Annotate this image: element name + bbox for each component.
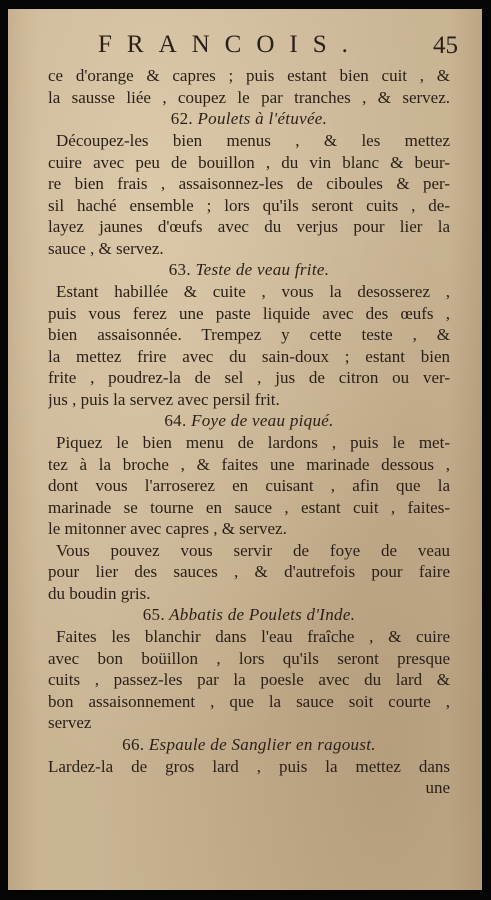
page-header: [48, 31, 458, 61]
text-line: marinade se tourne en sauce , estant cuit , faites-: [48, 497, 450, 517]
text-line: Estant habillée & cuite , vous la desosserez ,: [56, 282, 450, 301]
text-line: puis vous ferez une paste liquide avec des œufs ,: [48, 303, 450, 323]
text-line: sauce , & servez.: [48, 238, 164, 258]
recipe-heading-64: [48, 410, 450, 432]
text-line: bien assaisonnée. Trempez y cette teste , &: [48, 325, 450, 344]
text-line: du boudin gris.: [48, 583, 151, 603]
recipe-number: 62.: [170, 109, 193, 128]
text-line: jus , puis la servez avec persil frit.: [48, 389, 280, 409]
recipe-title: Foye de veau piqué.: [191, 411, 334, 430]
text-line: bon assaisonnement , que la sauce soit courte ,: [48, 691, 450, 711]
text-line: Vous pouvez vous servir de foye de veau: [56, 540, 450, 560]
recipe-title: Teste de veau frite.: [195, 260, 330, 279]
text-line: Faites les blanchir dans l'eau fraîche , & cuire: [56, 627, 450, 646]
catchword: une: [425, 778, 450, 797]
text-line: la sausse liée , coupez le par tranches , & servez.: [48, 87, 450, 107]
recipe-heading-65: [48, 604, 450, 626]
text-line: dont vous l'arroserez en cuisant , afin que la: [48, 476, 450, 495]
text-line: layez jaunes d'œufs avec du verjus pour lier la: [48, 217, 450, 236]
recipe-heading-66: [48, 734, 450, 756]
text-line: Lardez-la de gros lard , puis la mettez dans: [48, 756, 450, 776]
book-page: [8, 9, 482, 890]
text-line: servez: [48, 713, 92, 732]
recipe-title: Espaule de Sanglier en ragoust.: [148, 734, 376, 754]
text-line: re bien frais , assaisonnez-les de ciboules & per-: [48, 174, 450, 193]
text-line: sil haché ensemble ; lors qu'ils seront cuits , de-: [48, 195, 450, 215]
text-line: Découpez-les bien menus , & les mettez: [56, 131, 450, 150]
text-line: cuire avec peu de bouillon , du vin blanc & beur-: [48, 152, 450, 172]
page-text: [48, 65, 450, 799]
recipe-number: 66.: [122, 734, 145, 754]
recipe-number: 65.: [142, 605, 165, 624]
page-number: 45: [433, 32, 458, 59]
recipe-heading-63: [48, 259, 450, 281]
recipe-number: 63.: [168, 260, 191, 279]
text-line: la mettez frire avec du sain-doux ; estant bien: [48, 346, 450, 366]
text-line: cuits , passez-les par la poesle avec du lard &: [48, 670, 450, 689]
text-line: avec bon boüillon , lors qu'ils seront presque: [48, 648, 450, 668]
running-head: FRANCOIS.: [98, 31, 363, 58]
text-line: frite , poudrez-la de sel , jus de citron ou ver-: [48, 368, 450, 387]
recipe-title: Abbatis de Poulets d'Inde.: [169, 605, 356, 624]
text-line: tez à la broche , & faites une marinade dessous ,: [48, 454, 450, 474]
text-line: pour lier des sauces , & d'autrefois pour faire: [48, 562, 450, 581]
recipe-number: 64.: [164, 411, 187, 430]
text-line: Piquez le bien menu de lardons , puis le met-: [56, 433, 450, 452]
recipe-heading-62: [48, 108, 450, 130]
text-line: le mitonner avec capres , & servez.: [48, 519, 287, 538]
recipe-title: Poulets à l'étuvée.: [197, 109, 328, 128]
text-line: ce d'orange & capres ; puis estant bien cuit , &: [48, 66, 450, 85]
